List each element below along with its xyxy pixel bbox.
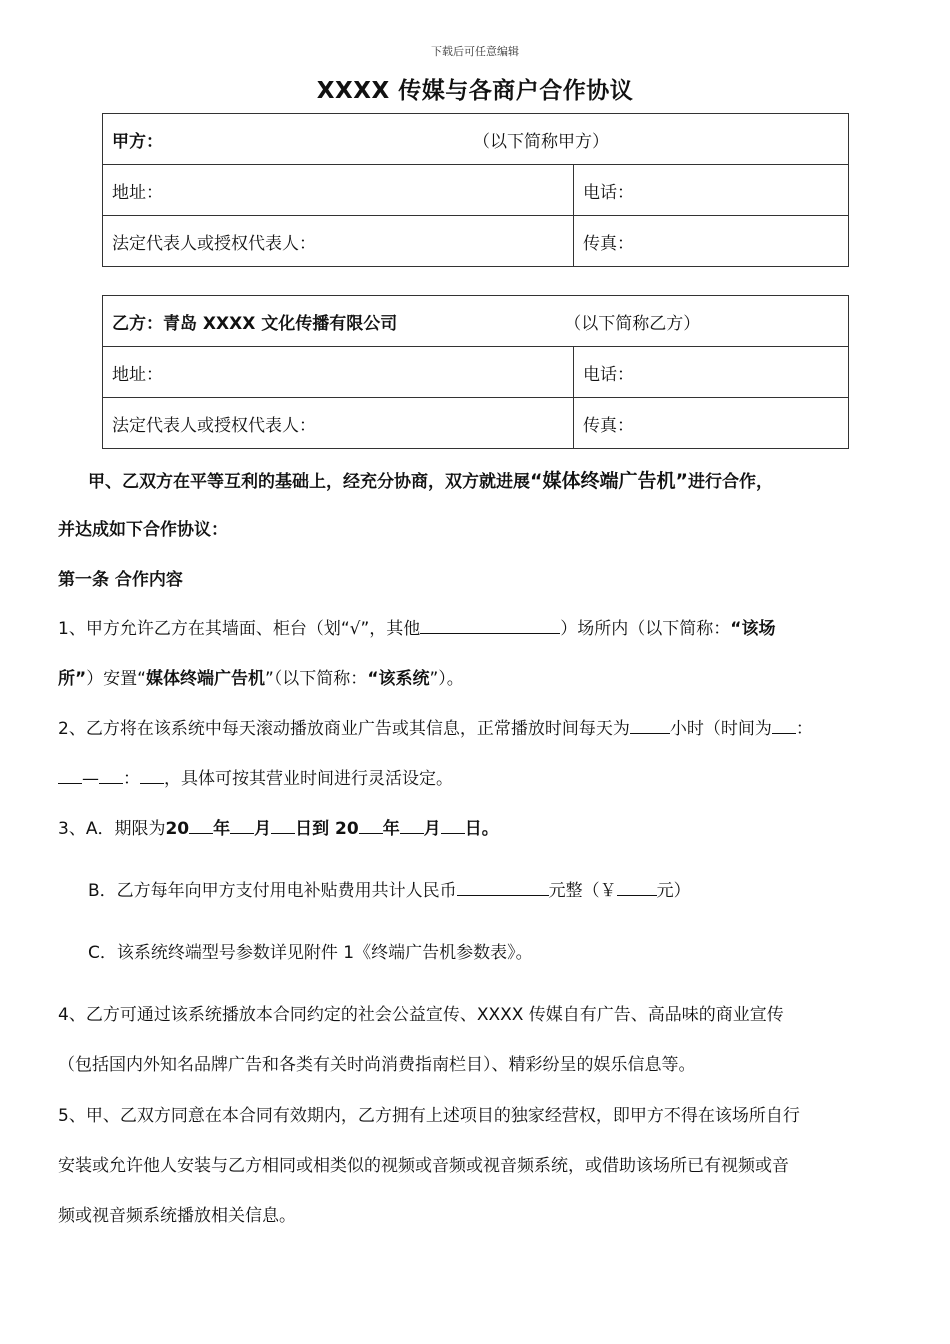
item-3-year-label-2: 年 [382, 819, 400, 839]
party-a-name-row [103, 114, 849, 165]
party-b-name-row [103, 296, 849, 347]
item-3-b-text-a: B．乙方每年向甲方支付用电补贴费用共计人民币 [88, 881, 457, 901]
party-b-rep-field[interactable]: 法定代表人或授权代表人： [103, 398, 574, 449]
item-5-line-2: 安装或允许他人安装与乙方相同或相类似的视频或音频或视音频系统，或借助该场所已有视频或音 [58, 1156, 789, 1176]
item-1-text-d: 所” [58, 669, 87, 689]
item-5-line-3: 频或视音频系统播放相关信息。 [58, 1206, 296, 1226]
item-1-text-c: “该场 [730, 619, 776, 639]
blank-start-year[interactable] [189, 819, 213, 834]
blank-end-day[interactable] [441, 819, 465, 834]
intro-text-a: 甲、乙双方在平等互利的基础上，经充分协商，双方就进展 [88, 472, 530, 492]
item-3-month-label-1: 月 [254, 819, 272, 839]
party-b-table [102, 295, 849, 449]
party-a-address-row [103, 165, 849, 216]
party-a-alias: （以下简称甲方） [473, 131, 609, 152]
item-1-line-1 [58, 614, 898, 639]
page-header-note: 下载后可任意编辑 [431, 45, 519, 58]
party-b-alias: （以下简称乙方） [564, 313, 701, 334]
intro-quote: “媒体终端广告机” [530, 470, 688, 492]
item-2-line-2 [58, 764, 898, 789]
intro-line-1 [58, 466, 898, 493]
item-1-text-e: ）安置“ [86, 669, 146, 689]
party-a-rep-row [103, 216, 849, 267]
item-3-b-text-b: 元整（￥ [548, 881, 617, 901]
item-2-text-b: 小时（时间为 [669, 719, 772, 739]
item-3-c-text: C．该系统终端型号参数详见附件 1《终端广告机参数表》。 [88, 943, 533, 963]
party-b-name-cell [103, 296, 849, 347]
item-3-b-text-c: 元） [656, 881, 691, 901]
item-2-text-d: — [82, 769, 99, 789]
item-3-line-c [58, 938, 898, 963]
document-title: XXXX 传媒与各商户合作协议 [316, 78, 634, 104]
blank-end-hour[interactable] [99, 769, 123, 784]
item-2-text-c: ： [795, 719, 813, 739]
blank-other-location[interactable] [420, 619, 560, 634]
blank-start-hour[interactable] [772, 719, 796, 734]
intro-text-b: 进行合作， [687, 472, 773, 492]
item-1-text-f: 媒体终端广告机 [146, 669, 265, 689]
item-1-text-h: “该系统 [367, 669, 430, 689]
party-b-address-row [103, 347, 849, 398]
party-b-address-field[interactable]: 地址： [103, 347, 574, 398]
item-3-day-to-label: 日到 20 [295, 819, 359, 839]
party-a-name-cell [103, 114, 849, 165]
item-3-year-prefix-1: 20 [165, 819, 190, 839]
item-2-text-e: ： [123, 769, 140, 789]
intro-line-2: 并达成如下合作协议： [58, 520, 228, 540]
item-2-text-f: ，具体可按其营业时间进行灵活设定。 [164, 769, 453, 789]
item-3-month-label-2: 月 [423, 819, 441, 839]
party-a-label: 甲方： [112, 131, 163, 152]
blank-end-month[interactable] [400, 819, 424, 834]
party-a-rep-field[interactable]: 法定代表人或授权代表人： [103, 216, 574, 267]
blank-subsidy-words[interactable] [457, 881, 549, 896]
item-4-line-2: （包括国内外知名品牌广告和各类有关时尚消费指南栏目）、精彩纷呈的娱乐信息等。 [58, 1055, 696, 1075]
party-b-phone-field[interactable]: 电话： [574, 347, 849, 398]
party-a-phone-field[interactable]: 电话： [574, 165, 849, 216]
blank-hours[interactable] [630, 719, 670, 734]
item-3-day-label-2: 日。 [464, 819, 499, 839]
item-5-line-1: 5、甲、乙双方同意在本合同有效期内，乙方拥有上述项目的独家经营权，即甲方不得在该场所自行 [58, 1106, 800, 1126]
blank-start-month[interactable] [230, 819, 254, 834]
item-3-text-a: 3、A．期限为 [58, 819, 166, 839]
item-1-text-i: ”）。 [429, 669, 464, 689]
party-a-fax-field[interactable]: 传真： [574, 216, 849, 267]
item-2-text-a: 2、乙方将在该系统中每天滚动播放商业广告或其信息，正常播放时间每天为 [58, 719, 630, 739]
item-1-text-g: ”（以下简称： [265, 669, 368, 689]
item-1-text-a: 1、甲方允许乙方在其墙面、柜台（划“√”，其他 [58, 619, 421, 639]
party-a-address-field[interactable]: 地址： [103, 165, 574, 216]
item-3-year-label-1: 年 [213, 819, 231, 839]
blank-end-minute[interactable] [140, 769, 164, 784]
article-1-heading: 第一条 合作内容 [58, 570, 183, 590]
item-1-text-b: ）场所内（以下简称： [560, 619, 731, 639]
item-4-line-1: 4、乙方可通过该系统播放本合同约定的社会公益宣传、XXXX 传媒自有广告、高品味的商业宣传 [58, 1005, 784, 1025]
item-2-line-1 [58, 714, 898, 739]
item-1-line-2 [58, 664, 898, 689]
item-3-line-a [58, 814, 898, 839]
party-b-label: 乙方：青岛 XXXX 文化传播有限公司 [112, 313, 398, 334]
party-a-table [102, 113, 849, 267]
blank-start-minute[interactable] [58, 769, 82, 784]
blank-subsidy-amount[interactable] [617, 881, 657, 896]
blank-start-day[interactable] [271, 819, 295, 834]
party-b-fax-field[interactable]: 传真： [574, 398, 849, 449]
party-b-rep-row [103, 398, 849, 449]
blank-end-year[interactable] [359, 819, 383, 834]
item-3-line-b [58, 876, 898, 901]
